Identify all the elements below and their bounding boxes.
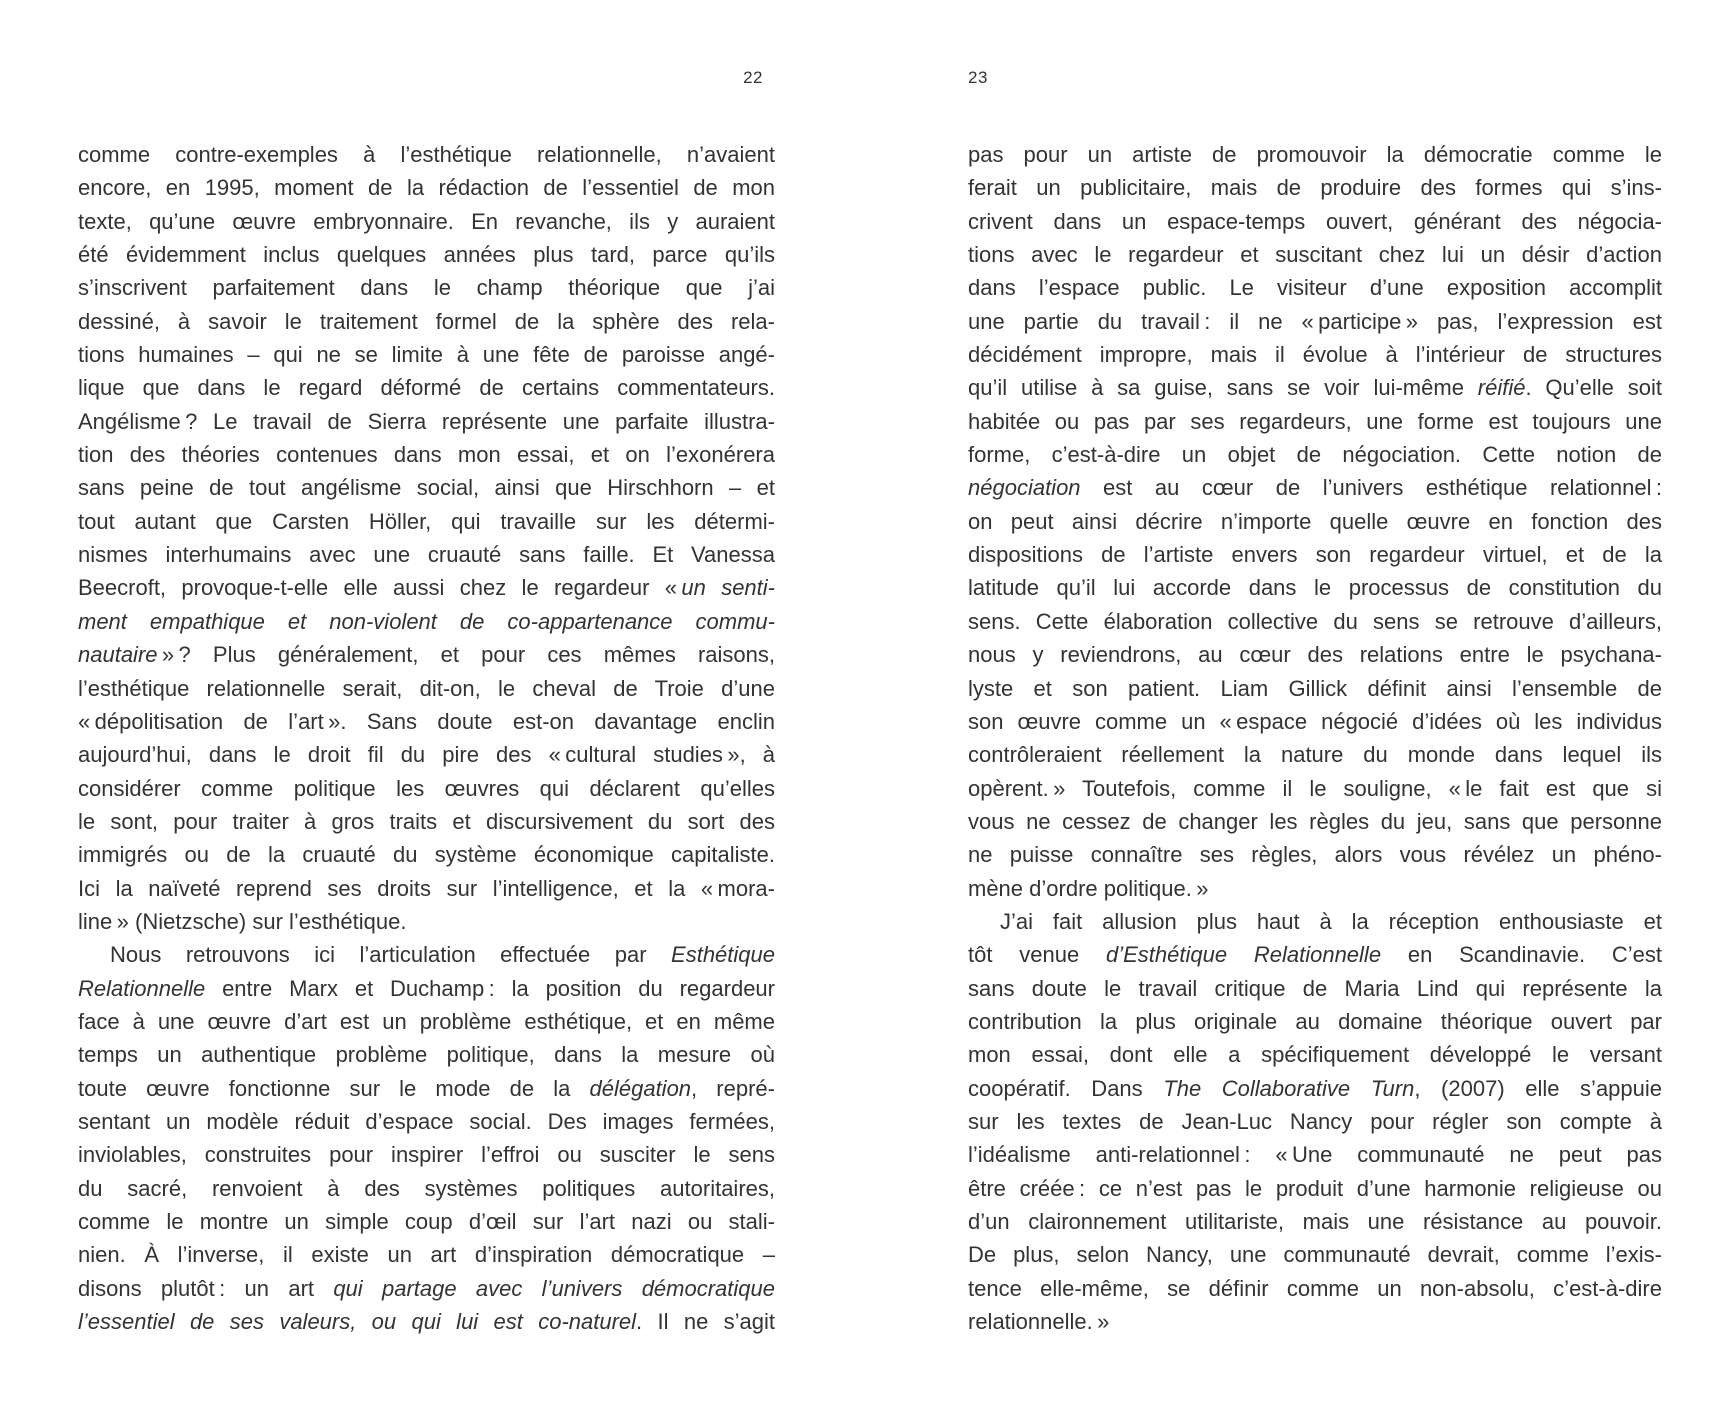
text-line: contrôleraient réellement la nature du monde dans lequel ils — [968, 742, 1662, 768]
text-line: tion des théories contenues dans mon essai, et on l’exonérera — [78, 442, 775, 468]
text-line: mène d’ordre politique. » — [968, 875, 1209, 901]
text-line: été évidemment inclus quelques années plus tard, parce qu’ils — [78, 242, 775, 268]
text-line: Nous retrouvons ici l’articulation effectuée par Esthétique — [110, 942, 775, 968]
text-line: considérer comme politique les œuvres qui déclarent qu’elles — [78, 775, 775, 801]
text-line: Angélisme ? Le travail de Sierra représente une parfaite illustra- — [78, 408, 775, 434]
text-line: comme le montre un simple coup d’œil sur l’art nazi ou stali- — [78, 1209, 775, 1234]
text-line: du sacré, renvoient à des systèmes politiques autoritaires, — [78, 1175, 775, 1201]
page-number-right: 23 — [968, 68, 988, 87]
text-line: Ici la naïveté reprend ses droits sur l’intelligence, et la « mora- — [78, 875, 775, 901]
text-line: ment empathique et non-violent de co-appartenance commu- — [78, 608, 775, 634]
text-line: disons plutôt : un art qui partage avec l’univers démocratique — [78, 1275, 775, 1301]
text-line: sens. Cette élaboration collective du sens se retrouve d’ailleurs, — [968, 608, 1662, 634]
text-line: relationnelle. » — [968, 1309, 1110, 1335]
text-line: d’un claironnement utilitariste, mais une résistance au pouvoir. — [968, 1209, 1662, 1234]
text-line: face à une œuvre d’art est un problème esthétique, et en même — [78, 1008, 775, 1034]
text-line: forme, c’est-à-dire un objet de négociation. Cette notion de — [968, 442, 1662, 468]
text-line: nismes interhumains avec une cruauté sans faille. Et Vanessa — [78, 542, 775, 568]
text-line: toute œuvre fonctionne sur le mode de la délégation, repré- — [78, 1075, 775, 1101]
text-line: tions humaines – qui ne se limite à une fête de paroisse angé- — [78, 342, 775, 368]
page-number-left: 22 — [743, 68, 763, 87]
text-line: dans l’espace public. Le visiteur d’une exposition accomplit — [968, 275, 1662, 301]
text-line: décidément impropre, mais il évolue à l’intérieur de structures — [968, 342, 1662, 368]
text-line: on peut ainsi décrire n’importe quelle œuvre en fonction des — [968, 508, 1662, 534]
text-line: sentant un modèle réduit d’espace social. Des images fermées, — [78, 1108, 775, 1134]
text-line: texte, qu’une œuvre embryonnaire. En revanche, ils y auraient — [78, 208, 775, 234]
text-line: dessiné, à savoir le traitement formel de la sphère des rela- — [78, 308, 775, 334]
text-line: qu’il utilise à sa guise, sans se voir lui-même réifié. Qu’elle soit — [968, 375, 1662, 401]
text-line: lique que dans le regard déformé de certains commentateurs. — [78, 375, 775, 401]
text-line: opèrent. » Toutefois, comme il le souligne, « le fait est que si — [968, 775, 1662, 801]
text-line: sans peine de tout angélisme social, ainsi que Hirschhorn – et — [78, 475, 775, 501]
text-line: négociation est au cœur de l’univers esthétique relationnel : — [968, 475, 1662, 501]
text-line: encore, en 1995, moment de la rédaction de l’essentiel de mon — [78, 175, 775, 201]
page-22-text-column — [78, 138, 775, 1338]
text-line: lyste et son patient. Liam Gillick définit ainsi l’ensemble de — [968, 675, 1662, 701]
text-line: dispositions de l’artiste envers son regardeur virtuel, et de la — [968, 542, 1662, 568]
text-line: l’essentiel de ses valeurs, ou qui lui est co-naturel. Il ne s’agit — [78, 1309, 775, 1335]
text-line: immigrés ou de la cruauté du système économique capitaliste. — [78, 842, 775, 868]
text-line: inviolables, construites pour inspirer l’effroi ou susciter le sens — [78, 1142, 775, 1168]
text-line: tout autant que Carsten Höller, qui travaille sur les détermi- — [78, 508, 775, 534]
text-line: temps un authentique problème politique, dans la mesure où — [78, 1042, 775, 1068]
text-line: tence elle-même, se définir comme un non-absolu, c’est-à-dire — [968, 1275, 1662, 1301]
text-line: Beecroft, provoque-t-elle elle aussi chez le regardeur « un senti- — [78, 575, 775, 601]
text-line: line » (Nietzsche) sur l’esthétique. — [78, 908, 407, 934]
text-line: ne puisse connaître ses règles, alors vous révélez un phéno- — [968, 842, 1662, 868]
text-line: ferait un publicitaire, mais de produire des formes qui s’ins- — [968, 175, 1662, 201]
text-line: mon essai, dont elle a spécifiquement développé le versant — [968, 1042, 1662, 1068]
text-line: être créée : ce n’est pas le produit d’une harmonie religieuse ou — [968, 1175, 1662, 1201]
text-line: nien. À l’inverse, il existe un art d’inspiration démocratique – — [78, 1242, 775, 1268]
text-line: son œuvre comme un « espace négocié d’idées où les individus — [968, 708, 1662, 734]
text-line: Relationnelle entre Marx et Duchamp : la position du regardeur — [78, 975, 775, 1001]
text-line: nous y reviendrons, au cœur des relations entre le psychana- — [968, 642, 1662, 668]
text-line: J’ai fait allusion plus haut à la réception enthousiaste et — [1000, 908, 1662, 934]
text-line: pas pour un artiste de promouvoir la démocratie comme le — [968, 142, 1662, 167]
text-line: l’esthétique relationnelle serait, dit-on, le cheval de Troie d’une — [78, 675, 775, 701]
text-line: tôt venue d’Esthétique Relationnelle en Scandinavie. C’est — [968, 942, 1662, 968]
text-line: aujourd’hui, dans le droit fil du pire des « cultural studies », à — [78, 742, 775, 768]
text-line: comme contre-exemples à l’esthétique relationnelle, n’avaient — [78, 142, 775, 167]
text-line: habitée ou pas par ses regardeurs, une forme est toujours une — [968, 408, 1662, 434]
text-line: sur les textes de Jean-Luc Nancy pour régler son compte à — [968, 1108, 1662, 1134]
text-line: l’idéalisme anti-relationnel : « Une communauté ne peut pas — [968, 1142, 1662, 1168]
text-line: s’inscrivent parfaitement dans le champ théorique que j’ai — [78, 275, 775, 301]
text-line: une partie du travail : il ne « participe » pas, l’expression est — [968, 308, 1662, 334]
text-line: tions avec le regardeur et suscitant chez lui un désir d’action — [968, 242, 1662, 268]
text-line: sans doute le travail critique de Maria Lind qui représente la — [968, 975, 1662, 1001]
page-23-text-column — [968, 138, 1662, 1338]
text-line: le sont, pour traiter à gros traits et discursivement du sort des — [78, 808, 775, 834]
text-line: coopératif. Dans The Collaborative Turn, (2007) elle s’appuie — [968, 1075, 1663, 1101]
text-line: latitude qu’il lui accorde dans le processus de constitution du — [968, 575, 1662, 601]
text-line: vous ne cessez de changer les règles du jeu, sans que personne — [968, 808, 1662, 834]
text-line: contribution la plus originale au domaine théorique ouvert par — [968, 1008, 1662, 1034]
text-line: De plus, selon Nancy, une communauté devrait, comme l’exis- — [968, 1242, 1662, 1268]
text-line: nautaire » ? Plus généralement, et pour ces mêmes raisons, — [78, 642, 775, 668]
text-line: « dépolitisation de l’art ». Sans doute est-on davantage enclin — [78, 708, 775, 734]
text-line: crivent dans un espace-temps ouvert, générant des négocia- — [968, 208, 1662, 234]
